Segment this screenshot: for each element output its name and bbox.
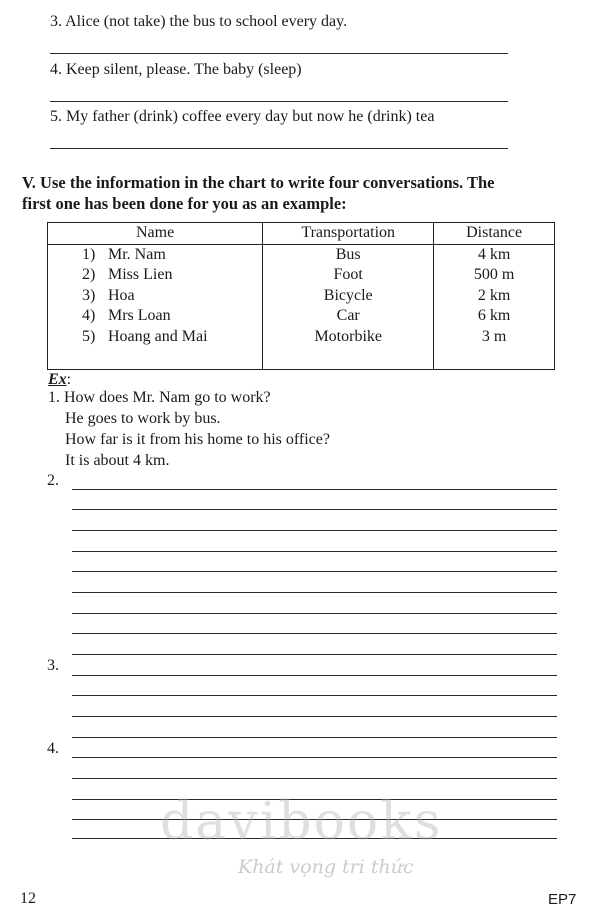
table-row bbox=[48, 306, 555, 327]
table-row bbox=[48, 244, 555, 265]
page-code: EP7 bbox=[548, 891, 577, 908]
row-distance: 4 km bbox=[434, 244, 555, 265]
example-question-1: 1. How does Mr. Nam go to work? bbox=[48, 389, 271, 406]
answer-line[interactable] bbox=[72, 778, 557, 779]
table-header-row bbox=[48, 223, 555, 245]
row-number: 3) bbox=[82, 286, 96, 304]
answer-line[interactable] bbox=[72, 716, 557, 717]
example-answer-2: It is about 4 km. bbox=[65, 452, 170, 469]
row-distance: 3 m bbox=[434, 327, 555, 348]
page-number: 12 bbox=[20, 890, 36, 907]
answer-line[interactable] bbox=[72, 654, 557, 655]
watermark-logo: davibooks bbox=[160, 792, 443, 852]
example-colon: : bbox=[66, 371, 72, 388]
answer-line[interactable] bbox=[72, 551, 557, 552]
answer-line[interactable] bbox=[72, 675, 557, 676]
exercise-v-heading-line1: V. Use the information in the chart to write four conversations. The bbox=[22, 173, 495, 192]
answer-line[interactable] bbox=[72, 509, 557, 510]
row-transport: Bicycle bbox=[263, 286, 434, 307]
row-number: 5) bbox=[82, 327, 96, 345]
answer-line[interactable] bbox=[72, 613, 557, 614]
row-number: 2) bbox=[82, 266, 96, 283]
row-name: Mr. Nam bbox=[108, 245, 166, 263]
table-row bbox=[48, 286, 555, 307]
row-distance: 6 km bbox=[434, 306, 555, 327]
row-transport: Foot bbox=[263, 265, 434, 286]
answer-line[interactable] bbox=[72, 571, 557, 572]
transportation-table bbox=[47, 222, 555, 370]
exercise-item-5: 5. My father (drink) coffee every day but now he (drink) tea bbox=[50, 108, 435, 125]
answer-line bbox=[50, 101, 508, 102]
row-name: Mrs Loan bbox=[108, 307, 171, 324]
header-transportation: Transportation bbox=[263, 223, 434, 245]
answer-line[interactable] bbox=[72, 592, 557, 593]
answer-number-2: 2. bbox=[47, 472, 59, 489]
row-transport: Car bbox=[263, 306, 434, 327]
example-label: Ex bbox=[48, 371, 67, 388]
answer-line[interactable] bbox=[72, 633, 557, 634]
row-number: 4) bbox=[82, 307, 96, 324]
row-transport: Bus bbox=[263, 244, 434, 265]
row-distance: 2 km bbox=[434, 286, 555, 307]
answer-line bbox=[50, 53, 508, 54]
row-name: Hoang and Mai bbox=[108, 327, 208, 345]
answer-number-4: 4. bbox=[47, 740, 59, 757]
row-name: Miss Lien bbox=[108, 266, 173, 283]
table-filler-row bbox=[48, 347, 555, 370]
table-row bbox=[48, 265, 555, 286]
row-distance: 500 m bbox=[434, 265, 555, 286]
row-transport: Motorbike bbox=[263, 327, 434, 348]
answer-number-3: 3. bbox=[47, 657, 59, 674]
example-answer-1: He goes to work by bus. bbox=[65, 410, 221, 427]
example-label-wrap bbox=[48, 370, 71, 390]
row-number: 1) bbox=[82, 245, 96, 263]
exercise-v-heading bbox=[22, 172, 574, 214]
answer-line bbox=[50, 148, 508, 149]
table-row bbox=[48, 327, 555, 348]
header-distance: Distance bbox=[434, 223, 555, 245]
row-name: Hoa bbox=[108, 286, 135, 304]
watermark-slogan: Khát vọng tri thức bbox=[238, 856, 414, 878]
answer-line[interactable] bbox=[72, 489, 557, 490]
exercise-v-heading-line2: first one has been done for you as an example: bbox=[22, 194, 347, 213]
answer-line[interactable] bbox=[72, 757, 557, 758]
exercise-item-4: 4. Keep silent, please. The baby (sleep) bbox=[50, 61, 302, 78]
answer-line[interactable] bbox=[72, 737, 557, 738]
header-name: Name bbox=[48, 223, 263, 245]
example-question-2: How far is it from his home to his office? bbox=[65, 431, 330, 448]
exercise-item-3: 3. Alice (not take) the bus to school every day. bbox=[50, 13, 348, 30]
answer-line[interactable] bbox=[72, 695, 557, 696]
answer-line[interactable] bbox=[72, 530, 557, 531]
